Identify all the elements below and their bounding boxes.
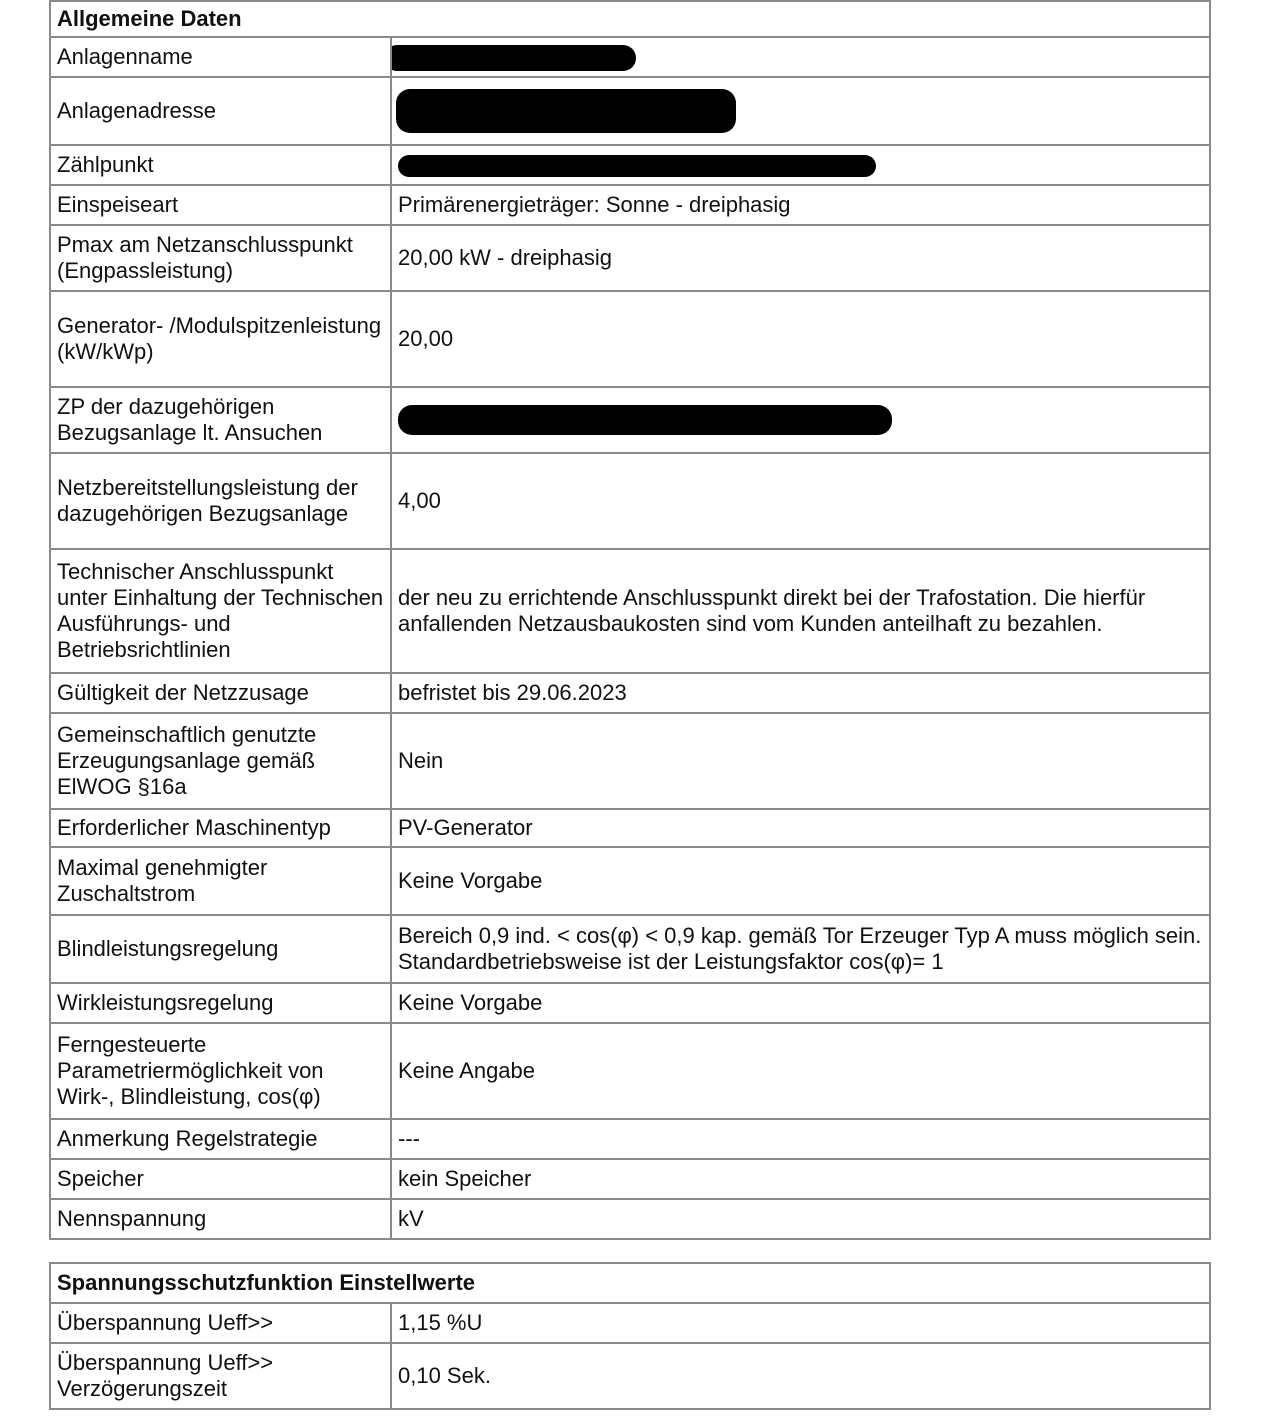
row-value: PV-Generator <box>391 809 1210 847</box>
row-label: Anlagenname <box>50 37 391 77</box>
row-value <box>391 37 1210 77</box>
row-value: 20,00 <box>391 291 1210 387</box>
row-label: Erforderlicher Maschinentyp <box>50 809 391 847</box>
table-row <box>50 225 1210 291</box>
row-value: 4,00 <box>391 453 1210 549</box>
table-row <box>50 185 1210 225</box>
row-label: Technischer Anschlusspunkt unter Einhaltung der Technischen Ausführungs- und Betriebsrichtlinien <box>50 549 391 673</box>
row-label: Anlagenadresse <box>50 77 391 145</box>
row-label: Blindleistungsregelung <box>50 915 391 983</box>
table-row <box>50 453 1210 549</box>
table-row <box>50 1199 1210 1239</box>
table-row <box>50 1303 1210 1343</box>
table-row <box>50 291 1210 387</box>
table-header-row <box>50 1 1210 37</box>
row-value: kein Speicher <box>391 1159 1210 1199</box>
table-row <box>50 1159 1210 1199</box>
table-row <box>50 983 1210 1023</box>
row-label: Speicher <box>50 1159 391 1199</box>
redaction-mark <box>398 155 876 177</box>
row-value: Keine Vorgabe <box>391 847 1210 915</box>
table-row <box>50 809 1210 847</box>
table-row <box>50 1023 1210 1119</box>
table-row <box>50 713 1210 809</box>
redaction-mark <box>398 405 892 435</box>
general-data-table <box>49 0 1211 1240</box>
row-label: Einspeiseart <box>50 185 391 225</box>
row-label: Ferngesteuerte Parametriermöglichkeit von Wirk-, Blindleistung, cos(φ) <box>50 1023 391 1119</box>
row-value <box>391 387 1210 453</box>
row-value <box>391 145 1210 185</box>
table-row <box>50 387 1210 453</box>
redaction-mark <box>391 45 636 71</box>
table-header-voltage-protection: Spannungsschutzfunktion Einstellwerte <box>50 1263 1210 1303</box>
row-value: Primärenergieträger: Sonne - dreiphasig <box>391 185 1210 225</box>
row-label: ZP der dazugehörigen Bezugsanlage lt. Ansuchen <box>50 387 391 453</box>
table-row <box>50 1343 1210 1409</box>
table-row <box>50 915 1210 983</box>
table-header-general-data: Allgemeine Daten <box>50 1 1210 37</box>
row-value: 1,15 %U <box>391 1303 1210 1343</box>
row-label: Anmerkung Regelstrategie <box>50 1119 391 1159</box>
row-value: der neu zu errichtende Anschlusspunkt direkt bei der Trafostation. Die hierfür anfallenden Netzausbaukosten sind vom Kunden anteilhaft zu bezahlen. <box>391 549 1210 673</box>
row-label: Nennspannung <box>50 1199 391 1239</box>
row-value: Bereich 0,9 ind. < cos(φ) < 0,9 kap. gemäß Tor Erzeuger Typ A muss möglich sein. Standardbetriebsweise ist der Leistungsfaktor cos(φ)= 1 <box>391 915 1210 983</box>
voltage-protection-table <box>49 1262 1211 1410</box>
row-label: Überspannung Ueff>> <box>50 1303 391 1343</box>
row-label: Wirkleistungsregelung <box>50 983 391 1023</box>
table-row <box>50 673 1210 713</box>
row-value: 20,00 kW - dreiphasig <box>391 225 1210 291</box>
row-value <box>391 77 1210 145</box>
row-label: Gültigkeit der Netzzusage <box>50 673 391 713</box>
table-row <box>50 549 1210 673</box>
row-value: kV <box>391 1199 1210 1239</box>
row-label: Netzbereitstellungsleistung der dazugehörigen Bezugsanlage <box>50 453 391 549</box>
table-row <box>50 77 1210 145</box>
row-label: Pmax am Netzanschlusspunkt (Engpassleistung) <box>50 225 391 291</box>
table-row <box>50 847 1210 915</box>
redaction-mark <box>396 89 736 133</box>
row-value: Nein <box>391 713 1210 809</box>
row-label: Maximal genehmigter Zuschaltstrom <box>50 847 391 915</box>
row-value: befristet bis 29.06.2023 <box>391 673 1210 713</box>
row-label: Überspannung Ueff>> Verzögerungszeit <box>50 1343 391 1409</box>
table-header-row <box>50 1263 1210 1303</box>
table-row <box>50 1119 1210 1159</box>
row-label: Gemeinschaftlich genutzte Erzeugungsanlage gemäß ElWOG §16a <box>50 713 391 809</box>
row-value: Keine Vorgabe <box>391 983 1210 1023</box>
row-label: Generator- /Modulspitzenleistung (kW/kWp) <box>50 291 391 387</box>
row-value: --- <box>391 1119 1210 1159</box>
table-row <box>50 145 1210 185</box>
row-label: Zählpunkt <box>50 145 391 185</box>
row-value: 0,10 Sek. <box>391 1343 1210 1409</box>
table-row <box>50 37 1210 77</box>
row-value: Keine Angabe <box>391 1023 1210 1119</box>
